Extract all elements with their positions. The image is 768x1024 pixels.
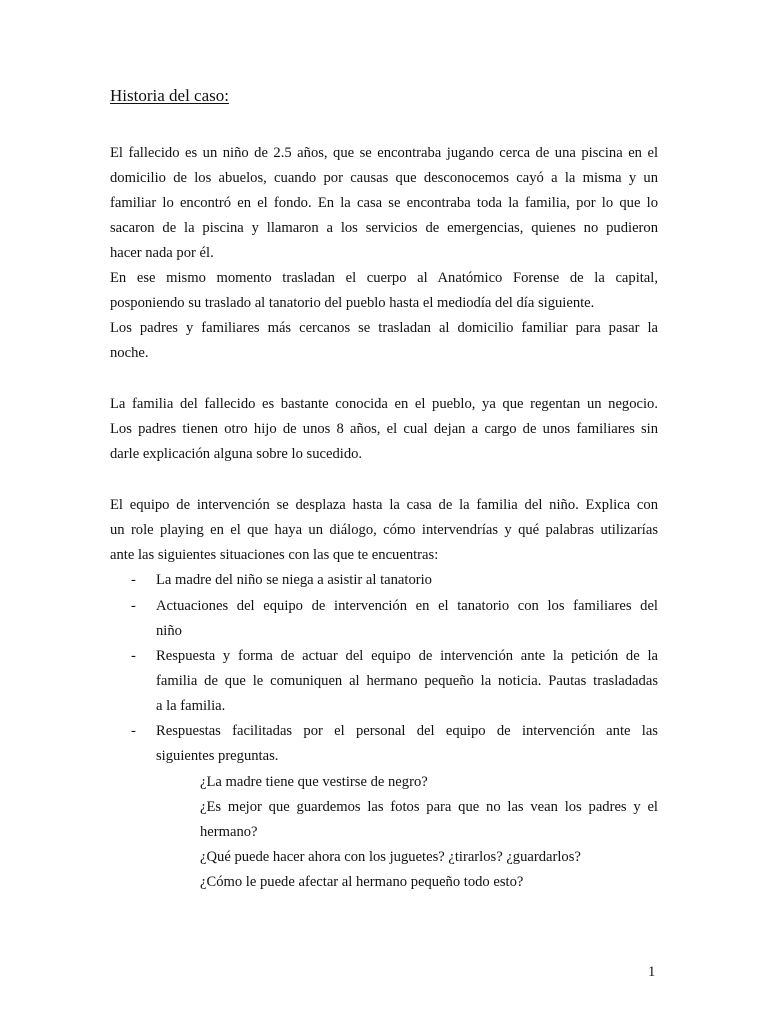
bullet-marker: -: [131, 648, 136, 664]
question-line: ¿Es mejor que guardemos las fotos para que no las vean los padres y el: [200, 799, 658, 815]
page-number: 1: [648, 964, 656, 980]
bullet-marker: -: [131, 572, 136, 588]
paragraph-line: El fallecido es un niño de 2.5 años, que se encontraba jugando cerca de una piscina en el: [110, 145, 658, 161]
paragraph-line: noche.: [110, 345, 149, 361]
paragraph-line: un role playing en el que haya un diálogo, cómo intervendrías y qué palabras utilizarías: [110, 522, 658, 538]
document-title: Historia del caso:: [110, 86, 229, 105]
paragraph-line: domicilio de los abuelos, cuando por causas que desconocemos cayó a la misma y un: [110, 170, 658, 186]
list-item: a la familia.: [156, 698, 226, 714]
paragraph-line: Los padres tienen otro hijo de unos 8 años, el cual dejan a cargo de unos familiares sin: [110, 421, 658, 437]
question-line: ¿La madre tiene que vestirse de negro?: [200, 774, 428, 790]
bullet-marker: -: [131, 598, 136, 614]
paragraph-line: En ese mismo momento trasladan el cuerpo al Anatómico Forense de la capital,: [110, 270, 658, 286]
paragraph-line: El equipo de intervención se desplaza hasta la casa de la familia del niño. Explica con: [110, 497, 658, 513]
list-item: Respuestas facilitadas por el personal del equipo de intervención ante las: [156, 723, 658, 739]
bullet-marker: -: [131, 723, 136, 739]
question-line: ¿Qué puede hacer ahora con los juguetes? ¿tirarlos? ¿guardarlos?: [200, 849, 581, 865]
paragraph-line: ante las siguientes situaciones con las que te encuentras:: [110, 547, 439, 563]
paragraph-line: La familia del fallecido es bastante conocida en el pueblo, ya que regentan un negocio.: [110, 396, 658, 412]
list-item: La madre del niño se niega a asistir al tanatorio: [156, 572, 432, 588]
question-line: hermano?: [200, 824, 258, 840]
list-item: niño: [156, 623, 182, 639]
list-item: familia de que le comuniquen al hermano pequeño la noticia. Pautas trasladadas: [156, 673, 658, 689]
paragraph-line: hacer nada por él.: [110, 245, 214, 261]
paragraph-line: darle explicación alguna sobre lo sucedido.: [110, 446, 363, 462]
paragraph-line: familiar lo encontró en el fondo. En la casa se encontraba toda la familia, por lo que lo: [110, 195, 658, 211]
list-item: Respuesta y forma de actuar del equipo de intervención ante la petición de la: [156, 648, 658, 664]
paragraph-line: posponiendo su traslado al tanatorio del pueblo hasta el mediodía del día siguiente.: [110, 295, 595, 311]
list-item: siguientes preguntas.: [156, 748, 279, 764]
paragraph-line: sacaron de la piscina y llamaron a los servicios de emergencias, quienes no pudieron: [110, 220, 658, 236]
question-line: ¿Cómo le puede afectar al hermano pequeño todo esto?: [200, 874, 524, 890]
list-item: Actuaciones del equipo de intervención en el tanatorio con los familiares del: [156, 598, 658, 614]
paragraph-line: Los padres y familiares más cercanos se trasladan al domicilio familiar para pasar la: [110, 320, 658, 336]
